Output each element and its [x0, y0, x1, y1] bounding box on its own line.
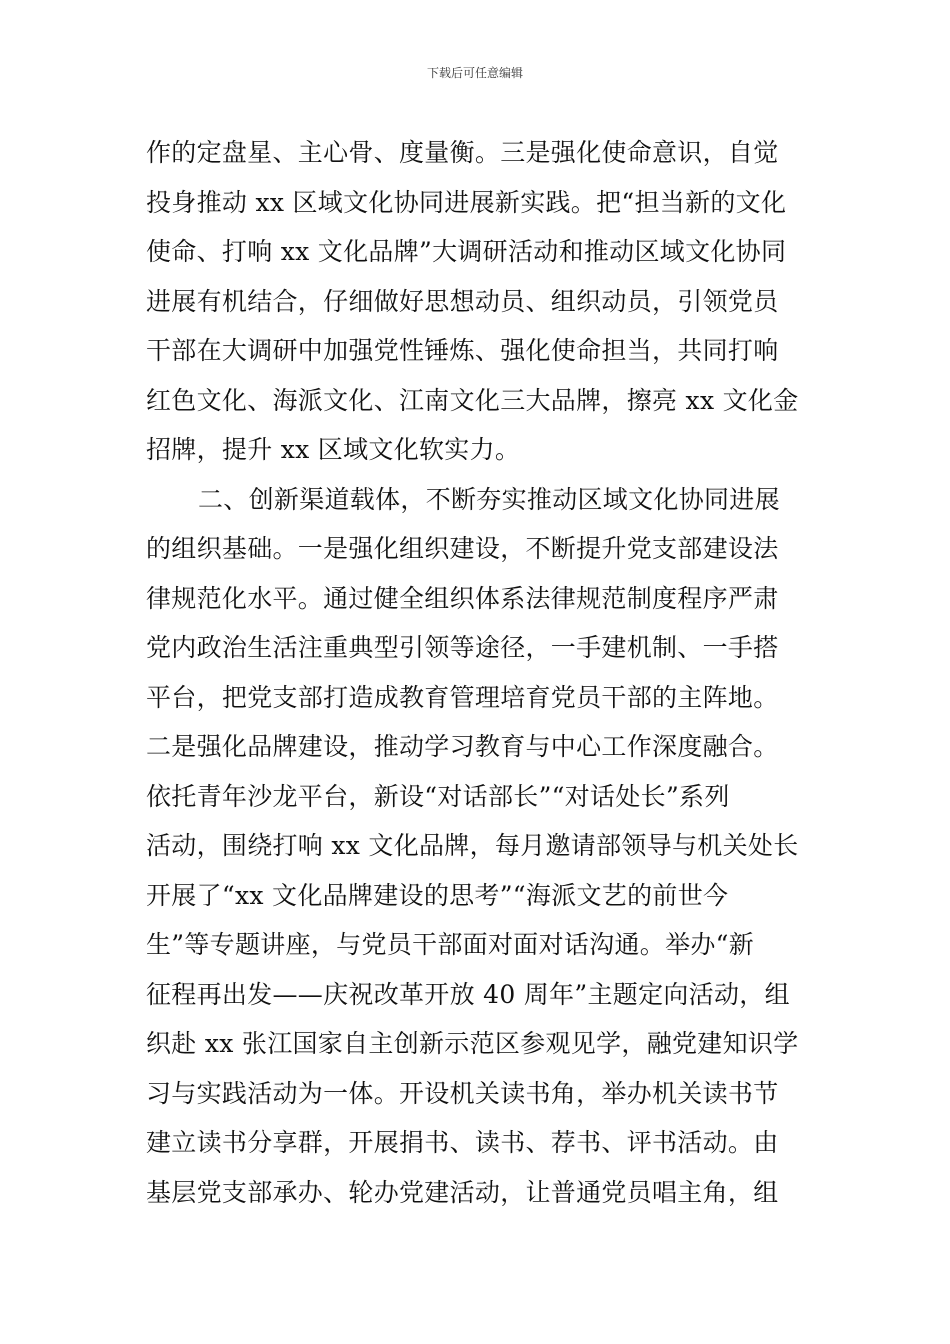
text-line: 红色文化、海派文化、江南文化三大品牌，擦亮 xx 文化金 — [146, 385, 799, 415]
text-line: 征程再出发——庆祝改革开放 40 周年”主题定向活动，组 — [146, 979, 790, 1009]
text-line: 作的定盘星、主心骨、度量衡。三是强化使命意识，自觉 — [146, 138, 779, 167]
text-line: 活动，围绕打响 xx 文化品牌，每月邀请部领导与机关处长 — [146, 831, 799, 860]
text-line: 平台，把党支部打造成教育管理培育党员干部的主阵地。 — [146, 682, 779, 712]
text-line: 织赴 xx 张江国家自主创新示范区参观见学，融党建知识学 — [146, 1029, 799, 1058]
text-line: 使命、打响 xx 文化品牌”大调研活动和推动区域文化协同 — [146, 237, 787, 266]
text-line: 生”等专题讲座，与党员干部面对面对话沟通。举办“新 — [146, 930, 755, 959]
text-line: 习与实践活动为一体。开设机关读书角，举办机关读书节 — [146, 1078, 779, 1108]
text-line: 进展有机结合，仔细做好思想动员、组织动员，引领党员 — [146, 286, 779, 316]
document-body — [146, 128, 810, 1217]
text-line: 开展了“xx 文化品牌建设的思考”“海派文艺的前世今 — [146, 880, 729, 910]
text-line: 投身推动 xx 区域文化协同进展新实践。把“担当新的文化 — [146, 187, 787, 217]
text-line: 基层党支部承办、轮办党建活动，让普通党员唱主角，组 — [146, 1177, 779, 1207]
text-line: 的组织基础。一是强化组织建设，不断提升党支部建设法 — [146, 534, 779, 563]
paragraph-first-line: 二、创新渠道载体，不断夯实推动区域文化协同进展 — [198, 484, 780, 514]
text-line: 干部在大调研中加强党性锤炼、强化使命担当，共同打响 — [146, 336, 779, 365]
text-line: 二是强化品牌建设，推动学习教育与中心工作深度融合。 — [146, 732, 779, 761]
text-line: 建立读书分享群，开展捐书、读书、荐书、评书活动。由 — [146, 1128, 779, 1157]
text-line: 党内政治生活注重典型引领等途径，一手建机制、一手搭 — [146, 633, 779, 662]
text-line: 律规范化水平。通过健全组织体系法律规范制度程序严肃 — [146, 583, 779, 613]
text-line: 招牌，提升 xx 区域文化软实力。 — [146, 435, 521, 464]
page-header: 下载后可任意编辑 — [426, 66, 523, 80]
text-line: 依托青年沙龙平台，新设“对话部长”“对话处长”系列 — [146, 781, 730, 811]
